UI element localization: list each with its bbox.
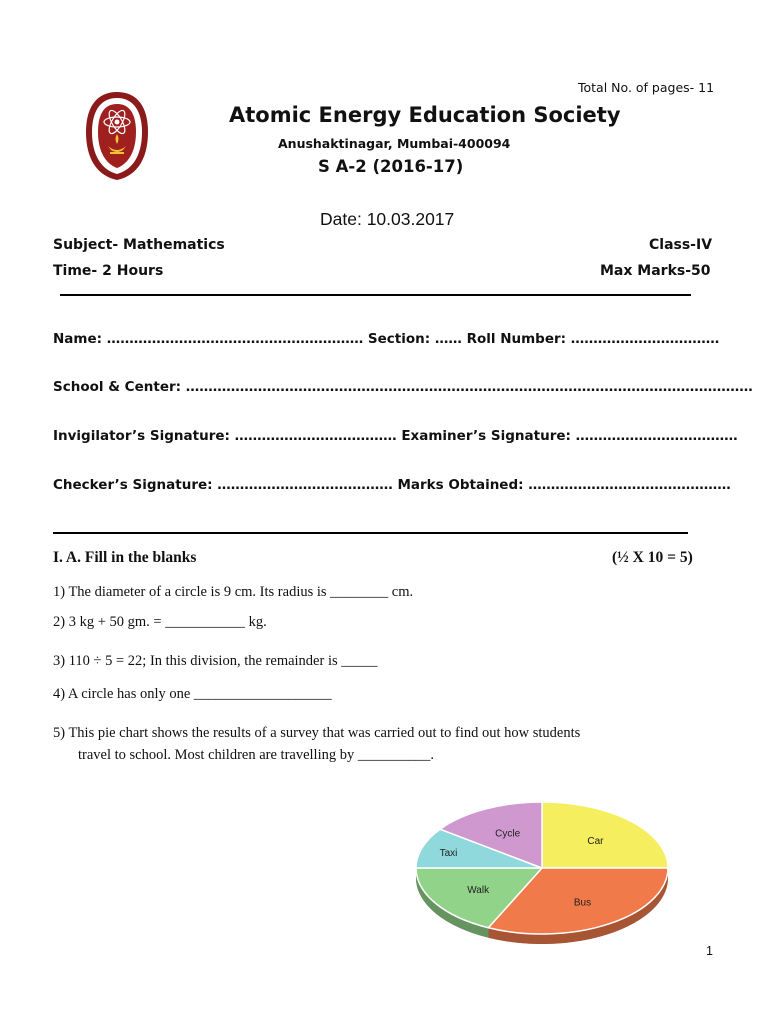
school-center-field[interactable]: School & Center: ………………………………………………………………………………………………………………	[53, 379, 753, 395]
pie-slice-car	[542, 802, 668, 868]
question-4: 4) A circle has only one ___________________	[53, 686, 332, 702]
question-5-cont: travel to school. Most children are travelling by __________.	[78, 747, 434, 763]
atom-lamp-emblem-icon	[80, 88, 154, 184]
org-address: Anushaktinagar, Mumbai-400094	[278, 136, 511, 151]
question-1: 1) The diameter of a circle is 9 cm. Its radius is ________ cm.	[53, 584, 414, 600]
subject-label: Subject- Mathematics	[53, 237, 225, 253]
class-label: Class-IV	[649, 237, 713, 253]
org-name: Atomic Energy Education Society	[229, 103, 621, 127]
pie-label-cycle: Cycle	[495, 828, 521, 840]
time-label: Time- 2 Hours	[53, 263, 164, 279]
section-title: I. A. Fill in the blanks	[53, 549, 197, 566]
section-marks: (½ X 10 = 5)	[612, 549, 693, 566]
fields-divider	[53, 532, 688, 534]
max-marks-label: Max Marks-50	[600, 263, 711, 279]
question-5: 5) This pie chart shows the results of a survey that was carried out to find out how students	[53, 725, 581, 741]
society-logo	[80, 88, 154, 184]
signature-fields[interactable]: Invigilator’s Signature: ……………………………… Examiner’s Signature: ………………………………	[53, 428, 738, 444]
exam-title: S A-2 (2016-17)	[318, 157, 464, 176]
page-number: 1	[706, 944, 713, 958]
pie-label-bus: Bus	[573, 897, 592, 909]
pie-label-car: Car	[587, 835, 604, 847]
exam-date: Date: 10.03.2017	[320, 209, 455, 229]
question-3: 3) 110 ÷ 5 = 22; In this division, the remainder is _____	[53, 653, 378, 669]
pie-chart	[406, 796, 676, 960]
pie-chart-svg	[406, 796, 676, 960]
header-divider	[60, 294, 691, 296]
question-2: 2) 3 kg + 50 gm. = ___________ kg.	[53, 614, 267, 630]
pie-label-walk: Walk	[467, 885, 490, 897]
checker-marks-fields[interactable]: Checker’s Signature: ………………………………… Marks Obtained: ………………………………………	[53, 477, 731, 493]
pie-label-taxi: Taxi	[439, 848, 458, 860]
name-section-roll-field[interactable]: Name: ………………………………………………… Section: …… Roll Number: ……………………………	[53, 331, 720, 347]
total-pages: Total No. of pages- 11	[578, 80, 715, 95]
